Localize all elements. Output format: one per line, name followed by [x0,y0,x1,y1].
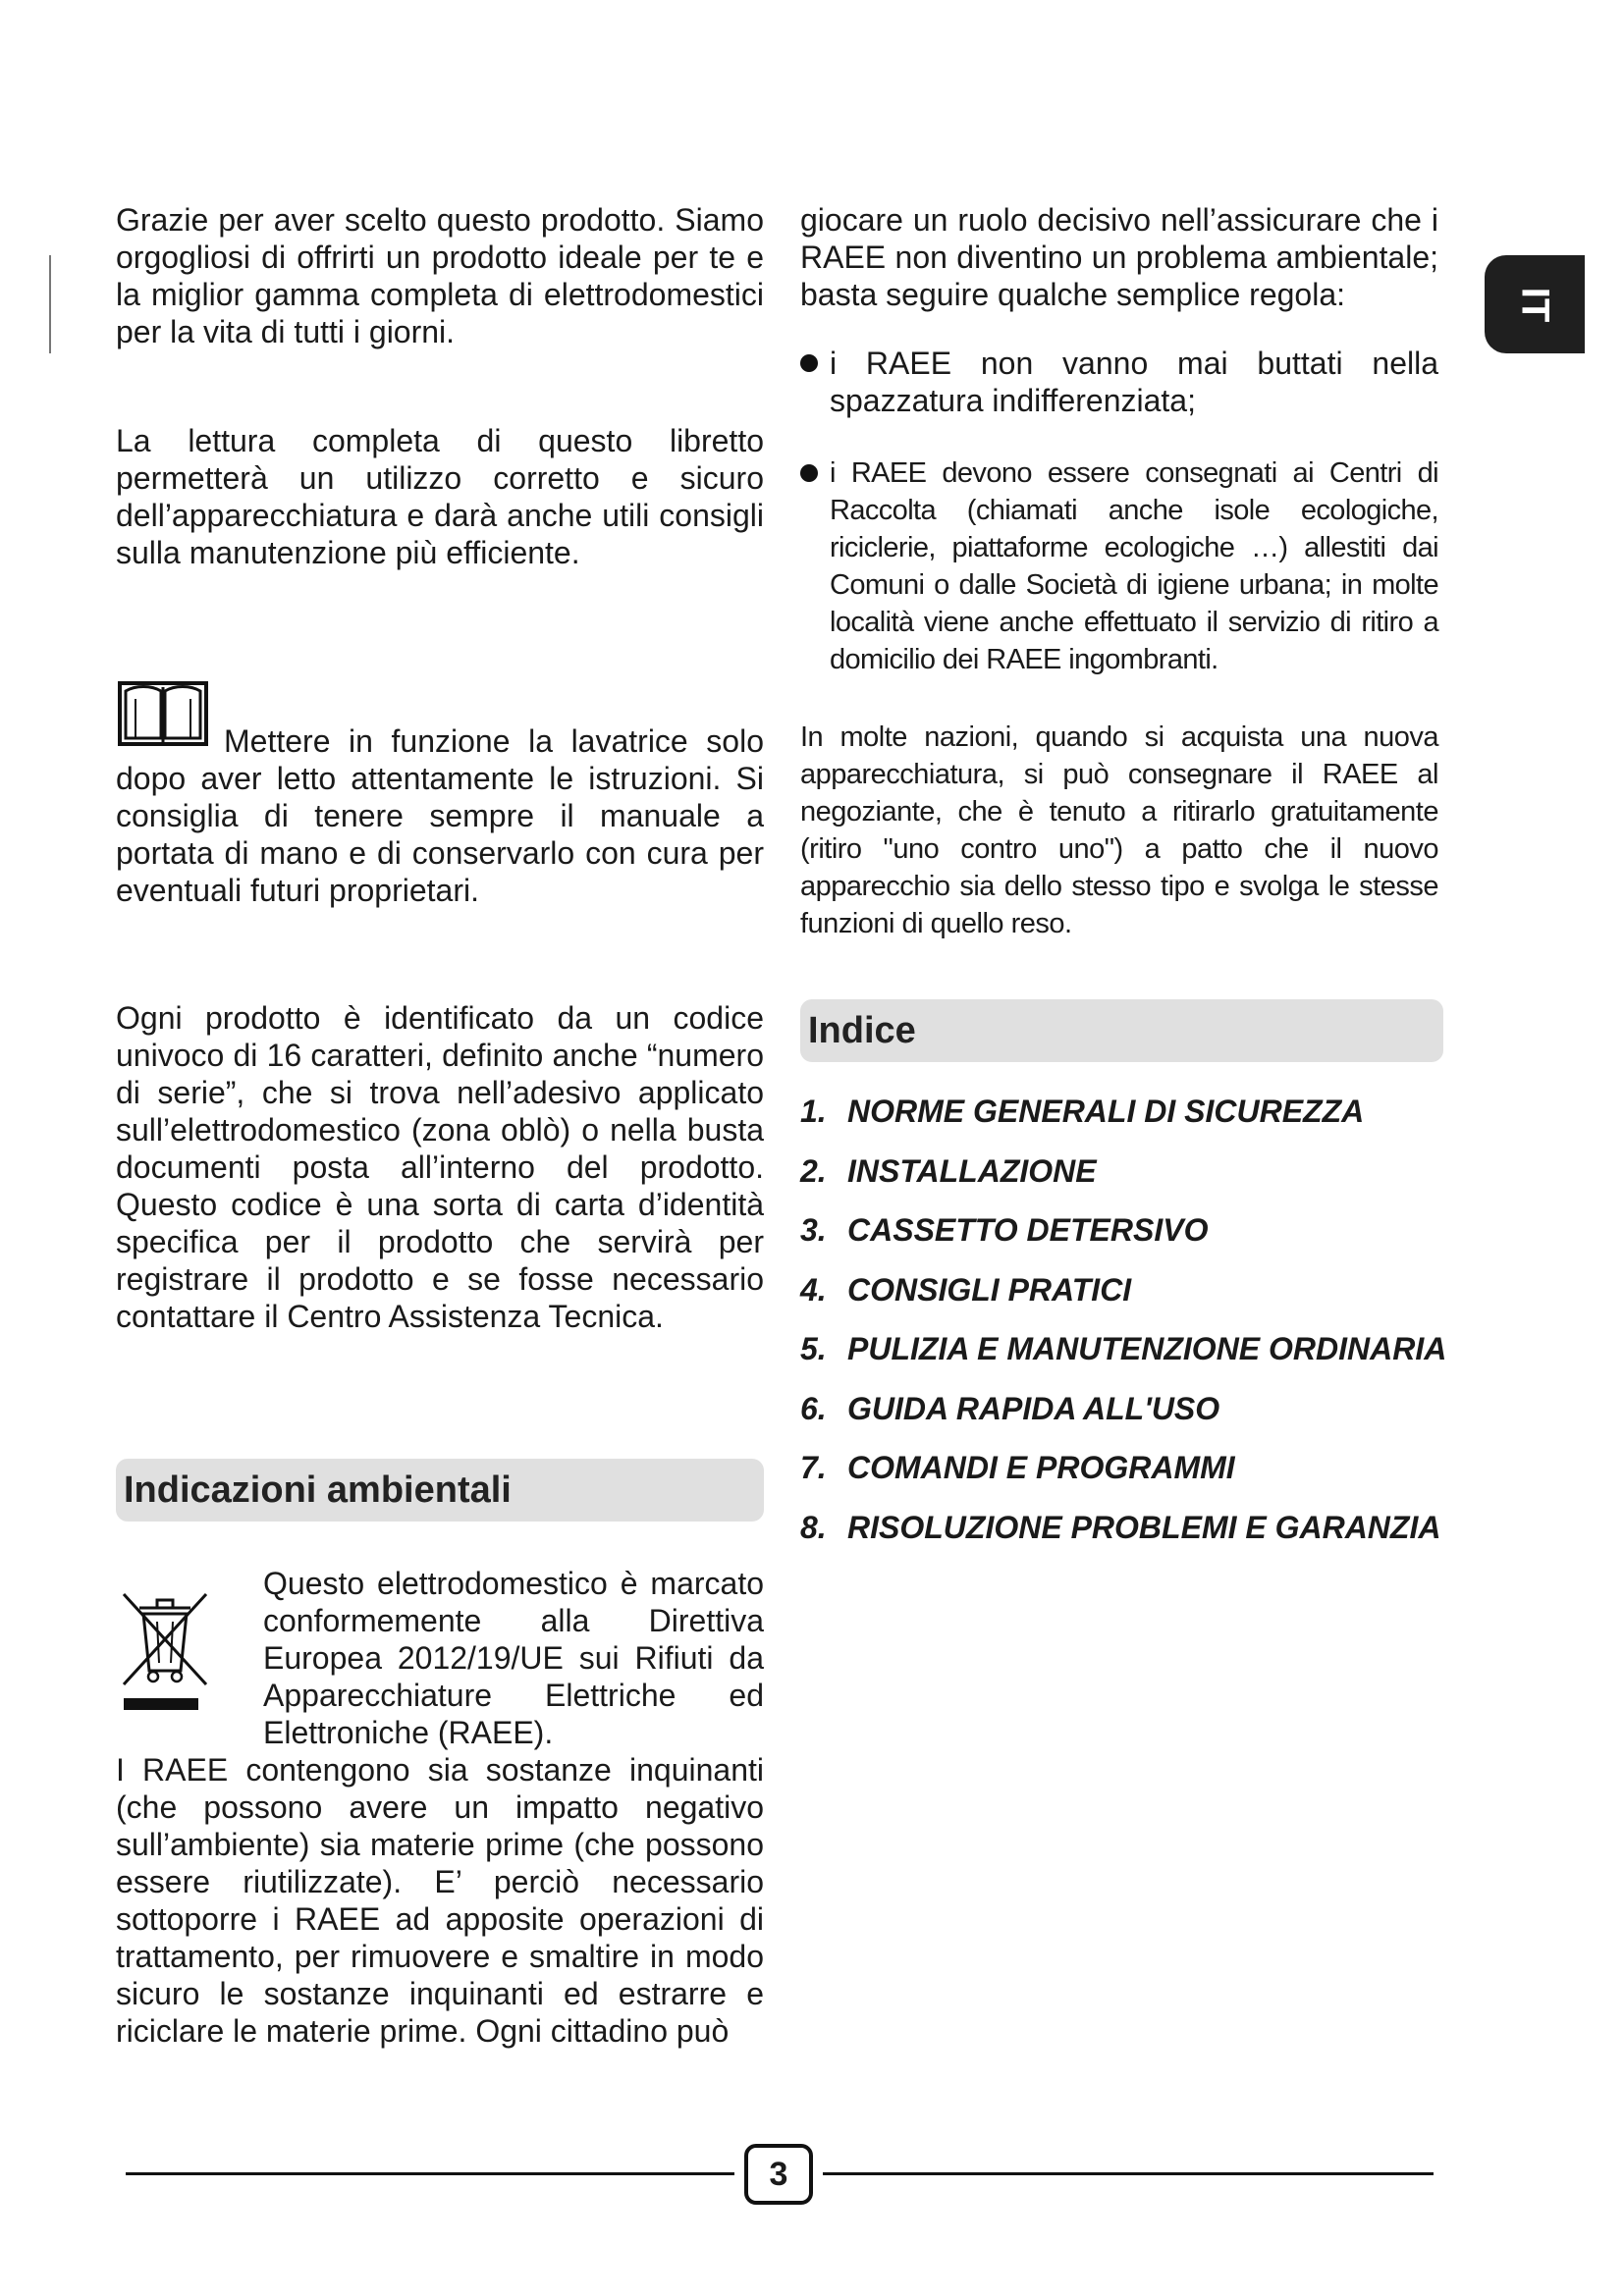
bullet-text: i RAEE non vanno mai buttati nella spazzatura indifferenziata; [830,346,1438,418]
section-heading-environment: Indicazioni ambientali [116,1459,764,1522]
section-heading-index: Indice [800,999,1443,1062]
reading-paragraph-block [116,422,764,571]
toc-item[interactable]: 5. PULIZIA E MANUTENZIONE ORDINARIA [800,1331,1447,1366]
nations-paragraph-block [800,719,1438,942]
toc-item[interactable]: 8. RISOLUZIONE PROBLEMI E GARANZIA [800,1509,1441,1545]
language-tab-label: IT [1513,287,1557,322]
footer-rule-left [126,2172,734,2175]
intro-paragraph: Grazie per aver scelto questo prodotto. Siamo orgogliosi di offrirti un prodotto ideale per te e la miglior gamma completa di elettrodomestici per la vita di tutti i giorni. [116,202,764,349]
toc-item[interactable]: 7. COMANDI E PROGRAMMI [800,1450,1235,1485]
toc-item[interactable]: 1. NORME GENERALI DI SICUREZZA [800,1094,1365,1129]
nations-paragraph: In molte nazioni, quando si acquista una nuova apparecchiatura, si può consegnare il RAEE al negoziante, che è tenuto a ritirarlo gratuitamente (ritiro "uno contro uno") a patto che il nuovo apparecchio sia dello stesso tipo e svolga le stesse funzioni di quello reso. [800,721,1438,939]
margin-rule [49,255,51,353]
bullet-dot-icon [800,464,818,482]
language-tab [1485,255,1585,353]
table-of-contents [800,1093,1448,1568]
serial-paragraph: Ogni prodotto è identificato da un codice univoco di 16 caratteri, definito anche “numero di serie”, che si trova nell’adesivo applicato sull’elettrodomestico (zona oblò) o nella busta documenti posta all’interno del prodotto. Questo codice è una sorta di carta d’identità specifica per il prodotto che servirà per registrare il prodotto e se fosse necessario contattare il Centro Assistenza Tecnica. [116,1000,764,1334]
toc-item[interactable]: 3. CASSETTO DETERSIVO [800,1212,1209,1248]
footer-rule-right [823,2172,1434,2175]
bullet-item [800,345,1438,419]
manual-paragraph: Mettere in funzione la lavatrice solo dopo aver letto attentamente le istruzioni. Si consiglia di tenere sempre il manuale a portata di mano e di conservarlo con cura per eventuali futuri proprietari. [116,723,764,908]
raee-paragraph: I RAEE contengono sia sostanze inquinanti (che possono avere un impatto negativo sull’ambiente) sia materie prime (che possono essere riutilizzate). E’ perciò necessario sottoporre i RAEE ad apposite operazioni di trattamento, per rimuovere e smaltire in modo sicuro le sostanze inquinanti ed estrarre e riciclare le materie prime. Ogni cittadino può [116,1752,764,2049]
continuation-paragraph: giocare un ruolo decisivo nell’assicurare che i RAEE non diventino un problema ambientale; basta seguire qualche semplice regola: [800,202,1438,312]
continuation-block [800,201,1438,313]
crossed-out-wheelie-bin-icon [116,1586,214,1714]
reading-paragraph: La lettura completa di questo libretto permetterà un utilizzo corretto e sicuro dell’apparecchiatura e darà anche utili consigli sulla manutenzione più efficiente. [116,423,764,570]
toc-item[interactable]: 6. GUIDA RAPIDA ALL'USO [800,1390,1220,1426]
weee-paragraph: Questo elettrodomestico è marcato conformemente alla Direttiva Europea 2012/19/UE sui Rifiuti da Apparecchiature Elettriche ed Elettroniche (RAEE). [263,1566,764,1750]
manual-paragraph-block [116,677,764,909]
open-book-icon [116,677,210,756]
weee-icon-wrap [116,1565,263,1751]
weee-block [116,1565,764,2050]
intro-paragraph-block [116,201,764,350]
toc-item[interactable]: 4. CONSIGLI PRATICI [800,1271,1132,1308]
toc-item[interactable]: 2. INSTALLAZIONE [800,1152,1097,1189]
bullet-item [800,454,1438,678]
bullet-dot-icon [800,354,818,372]
bullet-text: i RAEE devono essere consegnati ai Centri di Raccolta (chiamati anche isole ecologiche, riciclerie, piattaforme ecologiche …) allestiti dai Comuni o dalle Società di igiene urbana; in molte località viene anche effettuato il servizio di ritiro a domicilio dei RAEE ingombranti. [830,457,1438,675]
page-number: 3 [744,2144,813,2205]
serial-paragraph-block [116,999,764,1335]
